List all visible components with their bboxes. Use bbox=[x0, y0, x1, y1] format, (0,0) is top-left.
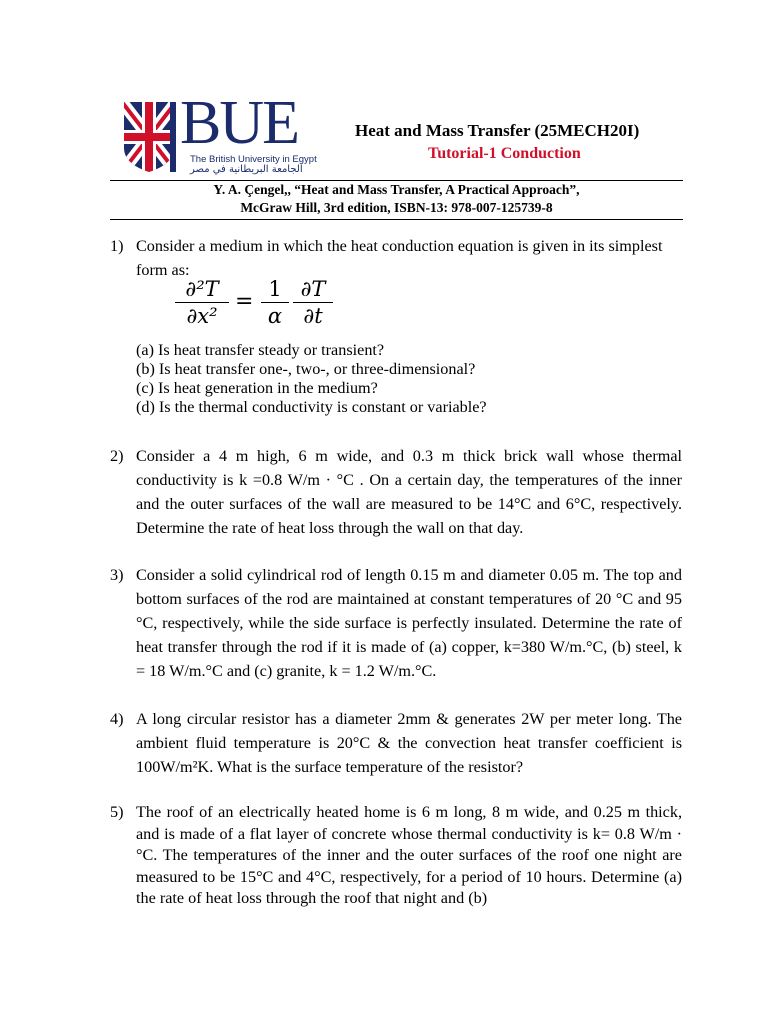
question-number: 2) bbox=[110, 447, 124, 465]
question-number: 4) bbox=[110, 710, 124, 728]
question-number: 1) bbox=[110, 237, 124, 255]
question-1 bbox=[110, 234, 682, 282]
question-text: The roof of an electrically heated home is 6 m long, 8 m wide, and 0.25 m thick, and is made of a flat layer of concrete whose thermal conductivity is k= 0.8 W/m · °C. The temperatures of the inner and the outer surfaces of the roof one night are measured to be 15°C and 4°C, respectively, for a period of 10 hours. Determine (a) the rate of heat loss through the roof that night and (b) bbox=[136, 803, 682, 907]
equation-rhs-coefficient bbox=[261, 277, 289, 328]
subitem-d: (d) Is the thermal conductivity is constant or variable? bbox=[136, 398, 487, 416]
heat-conduction-equation bbox=[175, 277, 345, 333]
question-1-subitems bbox=[136, 341, 682, 417]
equation-rhs2-denominator: ∂t bbox=[303, 304, 323, 328]
header-divider-bottom bbox=[110, 219, 683, 220]
reference-line-1: Y. A. Çengel,, “Heat and Mass Transfer, A Practical Approach”, bbox=[213, 182, 580, 197]
equation-lhs-numerator: ∂²T bbox=[185, 277, 219, 301]
subitem-c: (c) Is heat generation in the medium? bbox=[136, 379, 378, 397]
question-5 bbox=[110, 802, 682, 912]
equation-equals-sign: = bbox=[235, 289, 254, 314]
equation-rhs-numerator: 1 bbox=[268, 277, 282, 301]
question-number: 5) bbox=[110, 803, 124, 821]
question-number: 3) bbox=[110, 566, 124, 584]
question-text: Consider a medium in which the heat conduction equation is given in its simplest form as: bbox=[136, 237, 663, 279]
question-text: Consider a 4 m high, 6 m wide, and 0.3 m thick brick wall whose thermal conductivity is k =0.8 W/m · °C . On a certain day, the temperatures of the inner and the outer surfaces of the wall are measured to be 14°C and 6°C, respectively. Determine the rate of heat loss through the wall on that day. bbox=[136, 447, 682, 537]
tutorial-title: Tutorial-1 Conduction bbox=[428, 145, 581, 162]
subitem-b: (b) Is heat transfer one-, two-, or three-dimensional? bbox=[136, 360, 476, 378]
reference-line-2: McGraw Hill, 3rd edition, ISBN-13: 978-007-125739-8 bbox=[240, 200, 553, 215]
equation-rhs2-numerator: ∂T bbox=[300, 277, 326, 301]
union-flag-shield-icon bbox=[122, 102, 176, 172]
question-2 bbox=[110, 444, 682, 540]
subitem-a: (a) Is heat transfer steady or transient? bbox=[136, 341, 385, 359]
header-divider-top bbox=[110, 180, 683, 181]
equation-lhs-fraction bbox=[175, 277, 229, 328]
bue-logo bbox=[122, 89, 332, 175]
equation-rhs-denominator: α bbox=[267, 304, 283, 328]
question-3 bbox=[110, 563, 682, 683]
question-4 bbox=[110, 707, 682, 779]
question-text: Consider a solid cylindrical rod of length 0.15 m and diameter 0.05 m. The top and bottom surfaces of the rod are maintained at constant temperatures of 20 °C and 95 °C, respectively, while the side surface is perfectly insulated. Determine the rate of heat transfer through the rod if it is made of (a) copper, k=380 W/m.°C, (b) steel, k = 18 W/m.°C and (c) granite, k = 1.2 W/m.°C. bbox=[136, 566, 682, 680]
equation-rhs-time-derivative bbox=[293, 277, 333, 328]
question-text: A long circular resistor has a diameter 2mm & generates 2W per meter long. The ambient fluid temperature is 20°C & the convection heat transfer coefficient is 100W/m²K. What is the surface temperature of the resistor? bbox=[136, 710, 682, 776]
course-title: Heat and Mass Transfer (25MECH20I) bbox=[355, 121, 640, 140]
logo-wordmark: BUE bbox=[180, 89, 298, 157]
equation-lhs-denominator: ∂x² bbox=[186, 304, 218, 328]
logo-arabic-subtitle: الجامعة البريطانية في مصر bbox=[190, 164, 303, 175]
logo-subtitle: The British University in Egypt bbox=[190, 154, 317, 165]
